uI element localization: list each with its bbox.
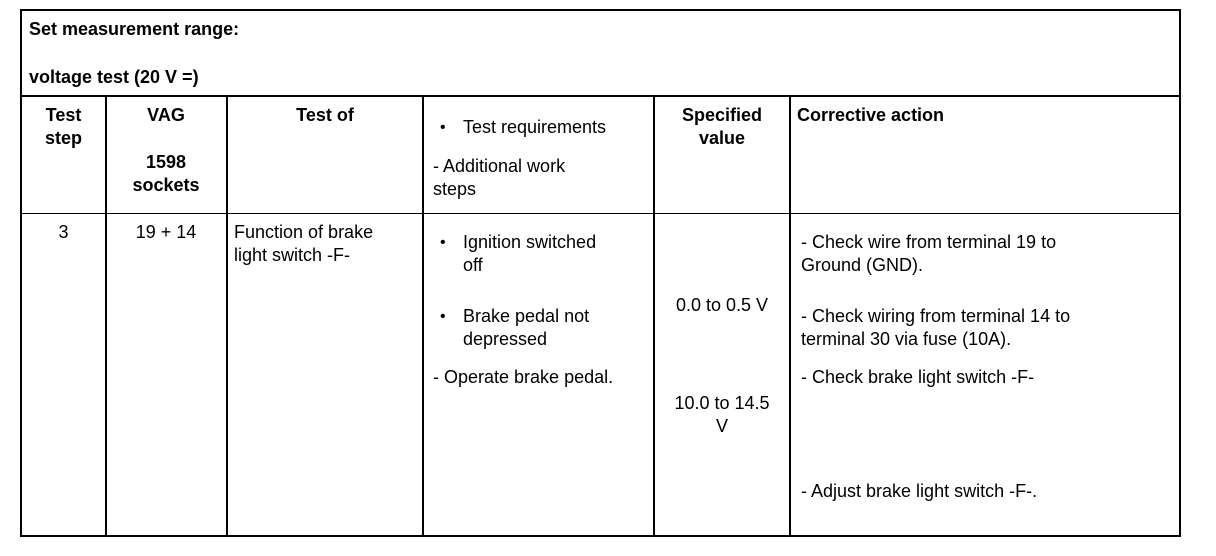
header-vag-line: VAG [147, 105, 185, 125]
header-test-of: Test of [296, 105, 354, 125]
corrective-check-wiring [801, 305, 1177, 351]
corrective-line: Ground (GND). [801, 255, 924, 275]
requirement-line: Brake pedal not [463, 306, 590, 326]
header-vag-line: sockets [132, 175, 200, 195]
header-specified-line: value [698, 128, 746, 148]
header-specified-value [655, 104, 789, 150]
bullet-icon: • [440, 234, 446, 251]
requirement-line: off [463, 255, 483, 275]
header-test-step-line: Test [45, 105, 82, 125]
specified-value-released: 0.0 to 0.5 V [675, 295, 769, 315]
requirement-line: depressed [463, 329, 548, 349]
corrective-line: - Adjust brake light switch -F-. [801, 481, 1038, 501]
header-specified-line: Specified [681, 105, 763, 125]
requirement-text [463, 231, 596, 277]
corrective-line: - Check wire from terminal 19 to [801, 232, 1057, 252]
row-test-of-line: Function of brake [234, 222, 374, 242]
requirement-ignition [440, 231, 650, 277]
header-additional-line: steps [433, 179, 477, 199]
corrective-line: - Check brake light switch -F- [801, 367, 1035, 387]
column-divider [226, 97, 228, 535]
requirement-brake-pedal [440, 305, 650, 351]
row-test-of [234, 221, 420, 267]
corrective-line: - Check wiring from terminal 14 to [801, 306, 1071, 326]
row-test-step: 3 [58, 222, 69, 242]
specified-value-pressed [655, 392, 789, 438]
header-requirements-text: Test requirements [463, 117, 607, 137]
measurement-table [20, 9, 1181, 537]
bullet-icon: • [440, 119, 446, 136]
measurement-range-title: Set measurement range: [29, 19, 240, 39]
column-divider [422, 97, 424, 535]
corrective-check-wire [801, 231, 1177, 277]
row-test-of-line: light switch -F- [234, 245, 351, 265]
specified-line: V [715, 416, 728, 436]
requirement-line: Ignition switched [463, 232, 597, 252]
header-vag-sockets [106, 104, 226, 197]
requirement-text [463, 305, 589, 351]
corrective-line: terminal 30 via fuse (10A). [801, 329, 1012, 349]
corrective-adjust-switch [801, 480, 1177, 503]
header-test-step-line: step [44, 128, 82, 148]
header-vag-line: 1598 [145, 152, 187, 172]
table-title-band [22, 11, 1179, 97]
header-additional-line: - Additional work [433, 156, 566, 176]
row-sockets: 19 + 14 [135, 222, 197, 242]
column-divider [789, 97, 791, 535]
corrective-check-switch [801, 366, 1177, 389]
header-test-step [22, 104, 105, 150]
specified-line: 10.0 to 14.5 [674, 393, 770, 413]
header-corrective-action: Corrective action [797, 105, 945, 125]
bullet-icon: • [440, 308, 446, 325]
operate-brake-pedal: - Operate brake pedal. [433, 367, 614, 387]
header-divider [22, 213, 1179, 214]
header-additional-steps [433, 155, 648, 201]
voltage-test-subtitle: voltage test (20 V =) [29, 67, 199, 87]
